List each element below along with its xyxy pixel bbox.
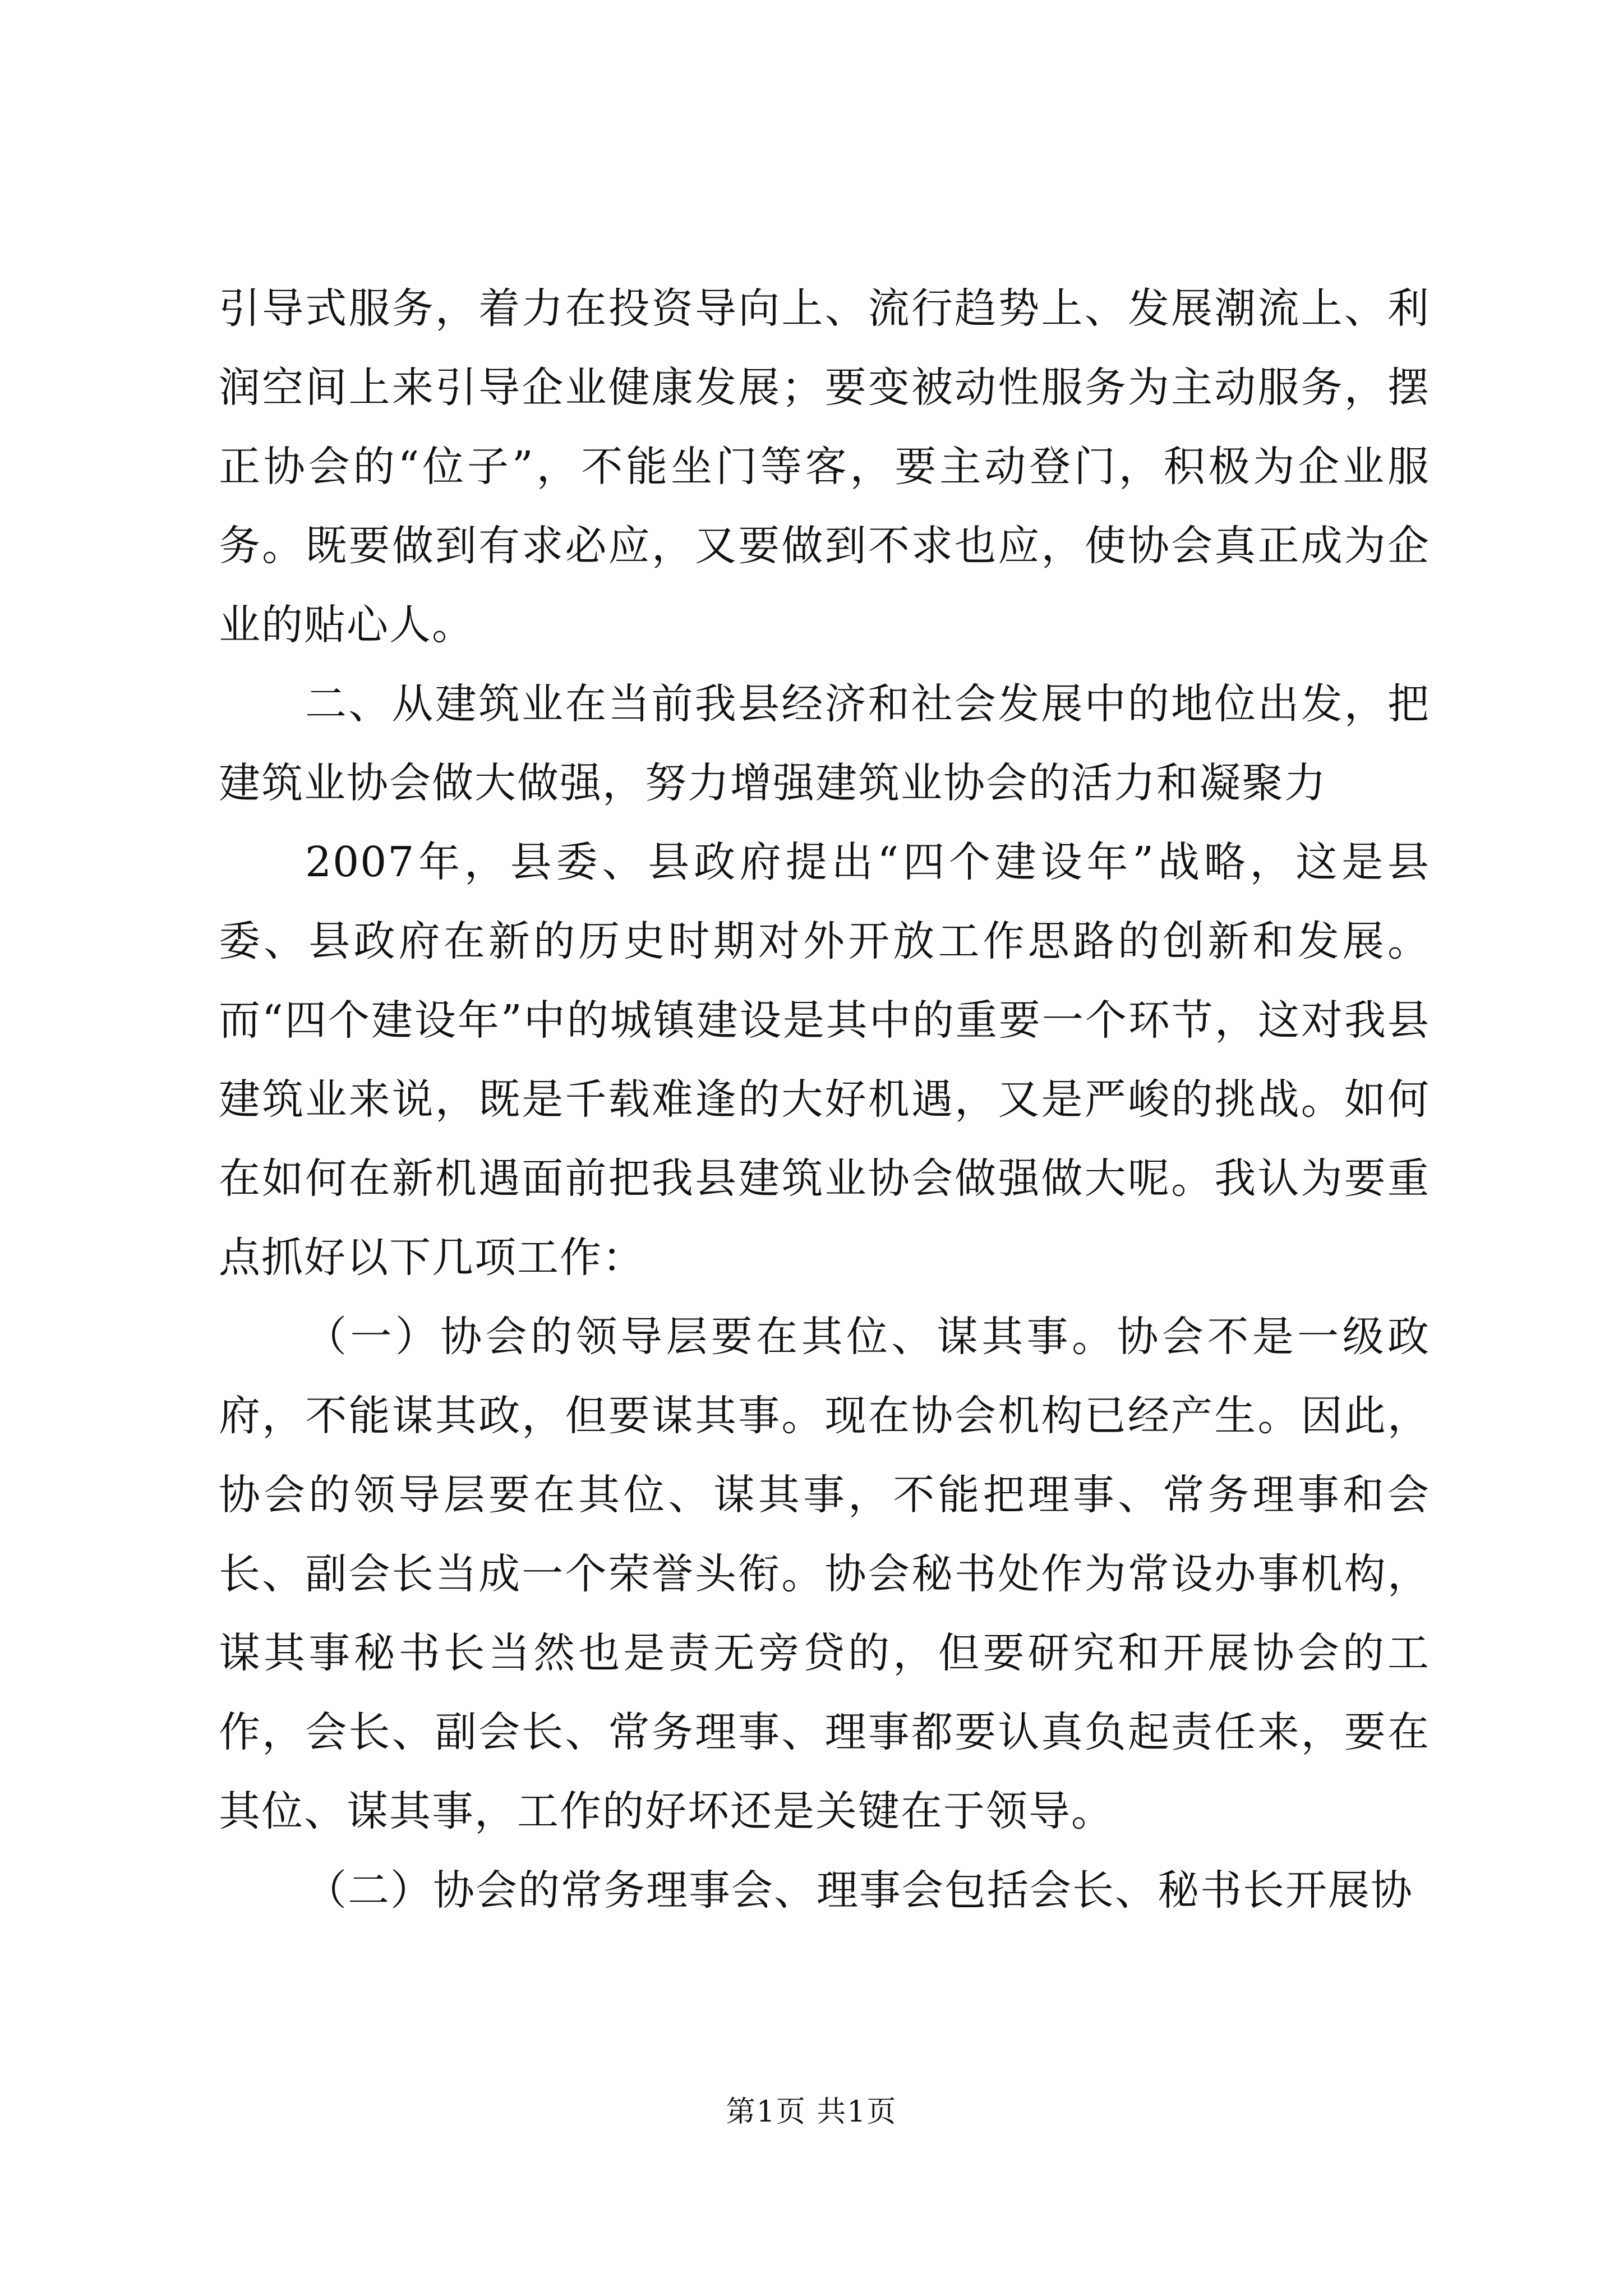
paragraph-continuation: 引导式服务，着力在投资导向上、流行趋势上、发展潮流上、利润空间上来引导企业健康发展；要变被动性服务为主动服务，摆正协会的“位子”，不能坐门等客，要主动登门，积极为企业服务。既要做到有求必应，又要做到不求也应，使协会真正成为企业的贴心人。 <box>219 284 1430 649</box>
paragraph-item-one: （一）协会的领导层要在其位、谋其事。协会不是一级政府，不能谋其政，但要谋其事。现在协会机构已经产生。因此，协会的领导层要在其位、谋其事，不能把理事、常务理事和会长、副会长当成一个荣誉头衔。协会秘书处作为常设办事机构，谋其事秘书长当然也是责无旁贷的，但要研究和开展协会的工作，会长、副会长、常务理事、理事都要认真负起责任来，要在其位、谋其事，工作的好坏还是关键在于领导。 <box>219 1313 1430 1835</box>
document-body <box>219 269 1430 1930</box>
section-heading-two: 二、从建筑业在当前我县经济和社会发展中的地位出发，把建筑业协会做大做强，努力增强建筑业协会的活力和凝聚力 <box>219 680 1430 807</box>
page-number-footer: 第1页 共1页 <box>726 2095 897 2129</box>
paragraph-2007-strategy: 2007年，县委、县政府提出“四个建设年”战略，这是县委、县政府在新的历史时期对外开放工作思路的创新和发展。而“四个建设年”中的城镇建设是其中的重要一个环节，这对我县建筑业来说，既是千载难逢的大好机遇，又是严峻的挑战。如何在如何在新机遇面前把我县建筑业协会做强做大呢。我认为要重点抓好以下几项工作： <box>219 838 1430 1282</box>
paragraph-item-two: （二）协会的常务理事会、理事会包括会长、秘书长开展协 <box>305 1866 1413 1915</box>
